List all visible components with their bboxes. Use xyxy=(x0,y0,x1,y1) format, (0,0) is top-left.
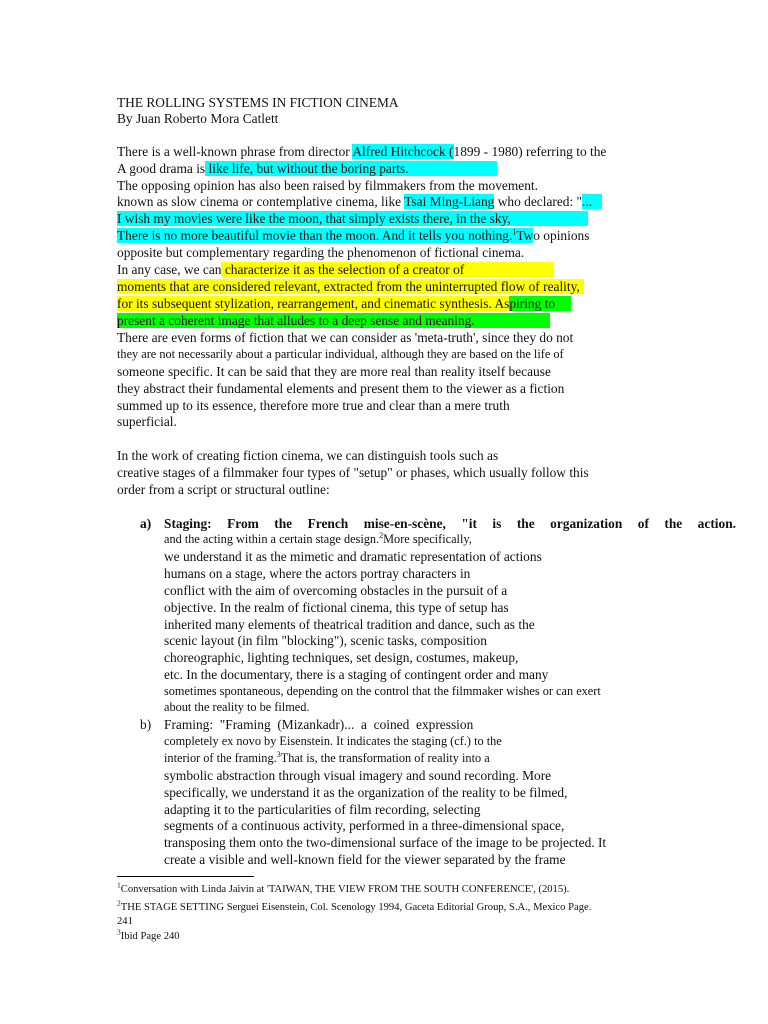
para1-line9: moments that are considered relevant, extracted from the uninterrupted flow of reality, xyxy=(117,278,584,295)
para1-line13: they are not necessarily about a particular individual, although they are based on the life of xyxy=(117,347,564,361)
highlight-moon-quote: I wish my movies were like the moon, that simply exists there, in the sky, xyxy=(117,211,588,226)
footnote-divider xyxy=(117,876,254,877)
item-a-line7: inherited many elements of theatrical tradition and dance, such as the xyxy=(164,617,535,632)
para2-line3: order from a script or structural outline: xyxy=(117,482,330,497)
para1-line5 xyxy=(117,210,588,227)
list-label-a: a) xyxy=(140,516,152,531)
item-b-line9: create a visible and well-known field for the viewer separated by the frame xyxy=(164,852,566,867)
document-author: By Juan Roberto Mora Catlett xyxy=(117,111,279,126)
para1-line8: In any case, we can characterize it as the selection of a creator of xyxy=(117,261,554,278)
item-a-line4: humans on a stage, where the actors portray characters in xyxy=(164,566,471,581)
item-a-line3: we understand it as the mimetic and dramatic representation of actions xyxy=(164,549,542,564)
item-b-line6: adapting it to the particularities of film recording, selecting xyxy=(164,802,481,817)
item-b-line3: interior of the framing.$^3$That is, the transformation of reality into a xyxy=(164,749,490,765)
list-label-b: b) xyxy=(140,717,152,732)
footnote-1: $^1$Conversation with Linda Jaivin at 'TAIWAN, THE VIEW FROM THE SOUTH CONFERENCE', (2015). xyxy=(117,880,570,895)
highlight-coherent-image: present a coherent image that alludes to a deep sense and meaning. xyxy=(117,313,550,328)
para1-line7: opposite but complementary regarding the phenomenon of fictional cinema. xyxy=(117,245,525,260)
para1-line3: The opposing opinion has also been raised by filmmakers from the movement. xyxy=(117,178,538,193)
item-b-line7: segments of a continuous activity, performed in a three-dimensional space, xyxy=(164,818,565,833)
highlight-definition: characterize it as the selection of a creator of xyxy=(221,262,554,277)
item-a-line10: etc. In the documentary, there is a staging of contingent order and many xyxy=(164,667,549,682)
para1-line1: There is a well-known phrase from director Alfred Hitchcock (1899 - 1980) referring to the xyxy=(117,144,607,159)
item-a-line8: scenic layout (in film "blocking"), scenic tasks, composition xyxy=(164,633,487,648)
document-title: THE ROLLING SYSTEMS IN FICTION CINEMA xyxy=(117,95,399,110)
item-b-heading: Framing: "Framing (Mizankadr)... a coined expression xyxy=(164,717,474,732)
para1-line17: superficial. xyxy=(117,414,177,429)
item-a-line5: conflict with the aim of overcoming obstacles in the pursuit of a xyxy=(164,583,508,598)
footnote-3: $^3$Ibid Page 240 xyxy=(117,927,180,942)
item-a-line6: objective. In the realm of fictional cinema, this type of setup has xyxy=(164,600,509,615)
item-a-line12: about the reality to be filmed. xyxy=(164,700,310,714)
item-a-line2: and the acting within a certain stage design.$^2$More specifically, xyxy=(164,530,472,546)
para1-line14: someone specific. It can be said that they are more real than reality itself because xyxy=(117,364,551,379)
para1-line15: they abstract their fundamental elements and present them to the viewer as a fiction xyxy=(117,381,565,396)
item-b-line8: transposing them onto the two-dimensional surface of the image to be projected. It xyxy=(164,835,607,850)
para1-line6: There is no more beautiful movie than the moon. And it tells you nothing.$^1$Two opinions xyxy=(117,227,590,243)
item-a-line11: sometimes spontaneous, depending on the control that the filmmaker wishes or can exert xyxy=(164,684,601,698)
para1-line4: known as slow cinema or contemplative cinema, like Tsai Ming-Liang who declared: "... xyxy=(117,193,602,210)
para1-line16: summed up to its essence, therefore more true and clear than a mere truth xyxy=(117,398,510,413)
footnote-2: $^2$THE STAGE SETTING Serguei Eisenstein, Col. Scenology 1994, Gaceta Editorial Group, S.A., Mexico Page. xyxy=(117,898,592,913)
highlight-quote: like life, but without the boring parts. xyxy=(205,161,496,176)
highlight-tsai: Tsai Ming-Liang xyxy=(404,194,495,209)
highlight-hitchcock: Alfred Hitchcock ( xyxy=(352,144,454,159)
item-b-line5: specifically, we understand it as the organization of the reality to be filmed, xyxy=(164,785,568,800)
para1-line2: A good drama is like life, but without the boring parts. xyxy=(117,160,497,177)
item-a-line9: choreographic, lighting techniques, set design, costumes, makeup, xyxy=(164,650,519,665)
item-b-line2: completely ex novo by Eisenstein. It indicates the staging (cf.) to the xyxy=(164,734,502,748)
item-a-heading: Staging: From the French mise-en-scène, "it is the organization of the action. xyxy=(164,516,736,531)
para1-line12: There are even forms of fiction that we can consider as 'meta-truth', since they do not xyxy=(117,330,574,345)
item-b-line4: symbolic abstraction through visual imagery and sound recording. More xyxy=(164,768,552,783)
highlight-moon-quote-end: There is no more beautiful movie than the moon. And it tells you nothing.$^1$Tw xyxy=(117,227,534,243)
footnote-2-continuation: 241 xyxy=(117,916,133,927)
para1-line11 xyxy=(117,312,550,329)
para2-line1: In the work of creating fiction cinema, we can distinguish tools such as xyxy=(117,448,499,463)
para1-line10: for its subsequent stylization, rearrangement, and cinematic synthesis. Aspiring to xyxy=(117,295,571,312)
para2-line2: creative stages of a filmmaker four types of "setup" or phases, which usually follow this xyxy=(117,465,589,480)
